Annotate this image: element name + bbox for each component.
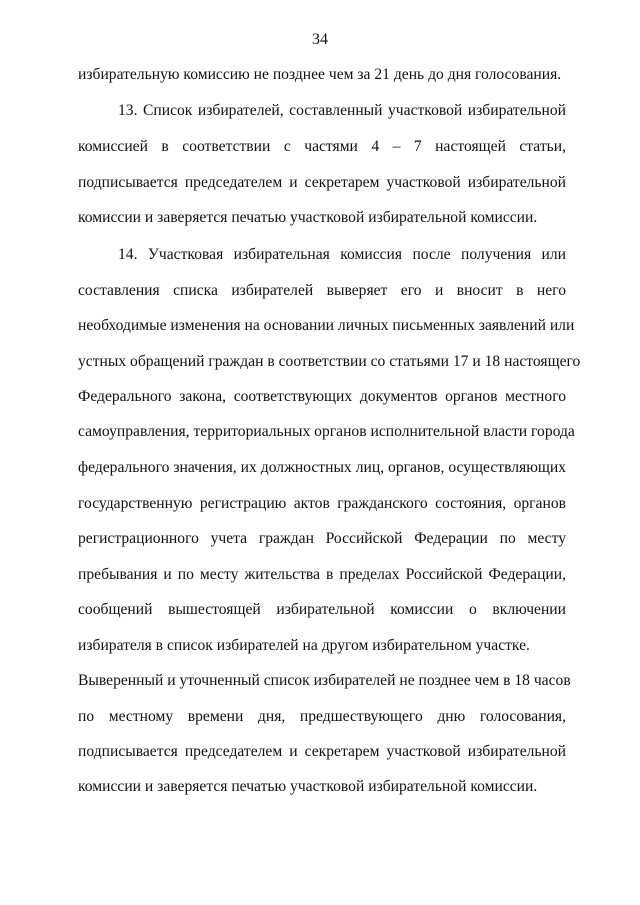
text-line: федерального значения, их должностных лиц, органов, осуществляющих — [78, 459, 566, 476]
text-line: избирателя в список избирателей на другом избирательном участке. — [78, 637, 530, 654]
text-line: избирательную комиссию не позднее чем за 21 день до дня голосования. — [78, 66, 562, 83]
text-line: регистрационного учета граждан Российской Федерации по месту — [78, 530, 566, 547]
text-line: подписывается председателем и секретарем участковой избирательной — [78, 174, 566, 191]
text-line: сообщений вышестоящей избирательной комиссии о включении — [78, 601, 566, 618]
text-line: комиссии и заверяется печатью участковой избирательной комиссии. — [78, 778, 538, 795]
text-line: Выверенный и уточненный список избирателей не позднее чем в 18 часов — [78, 672, 571, 689]
text-line: по местному времени дня, предшествующего дню голосования, — [78, 708, 566, 725]
text-line: самоуправления, территориальных органов исполнительной власти города — [78, 423, 575, 440]
text-line: пребывания и по месту жительства в пределах Российской Федерации, — [78, 566, 566, 583]
text-line: комиссией в соответствии с частями 4 – 7 настоящей статьи, — [78, 138, 566, 155]
text-line: устных обращений граждан в соответствии со статьями 17 и 18 настоящего — [78, 353, 581, 370]
paragraph-14-first-line: 14. Участковая избирательная комиссия после получения или — [118, 246, 566, 263]
text-line: комиссии и заверяется печатью участковой избирательной комиссии. — [78, 209, 538, 226]
page-number: 34 — [312, 31, 328, 48]
text-line: составления списка избирателей выверяет его и вносит в него — [78, 282, 566, 299]
text-line: государственную регистрацию актов гражданского состояния, органов — [78, 495, 566, 512]
text-line: подписывается председателем и секретарем участковой избирательной — [78, 743, 566, 760]
paragraph-13-first-line: 13. Список избирателей, составленный участковой избирательной — [118, 102, 566, 119]
text-line: Федерального закона, соответствующих документов органов местного — [78, 388, 566, 405]
text-line: необходимые изменения на основании личных письменных заявлений или — [78, 317, 575, 334]
